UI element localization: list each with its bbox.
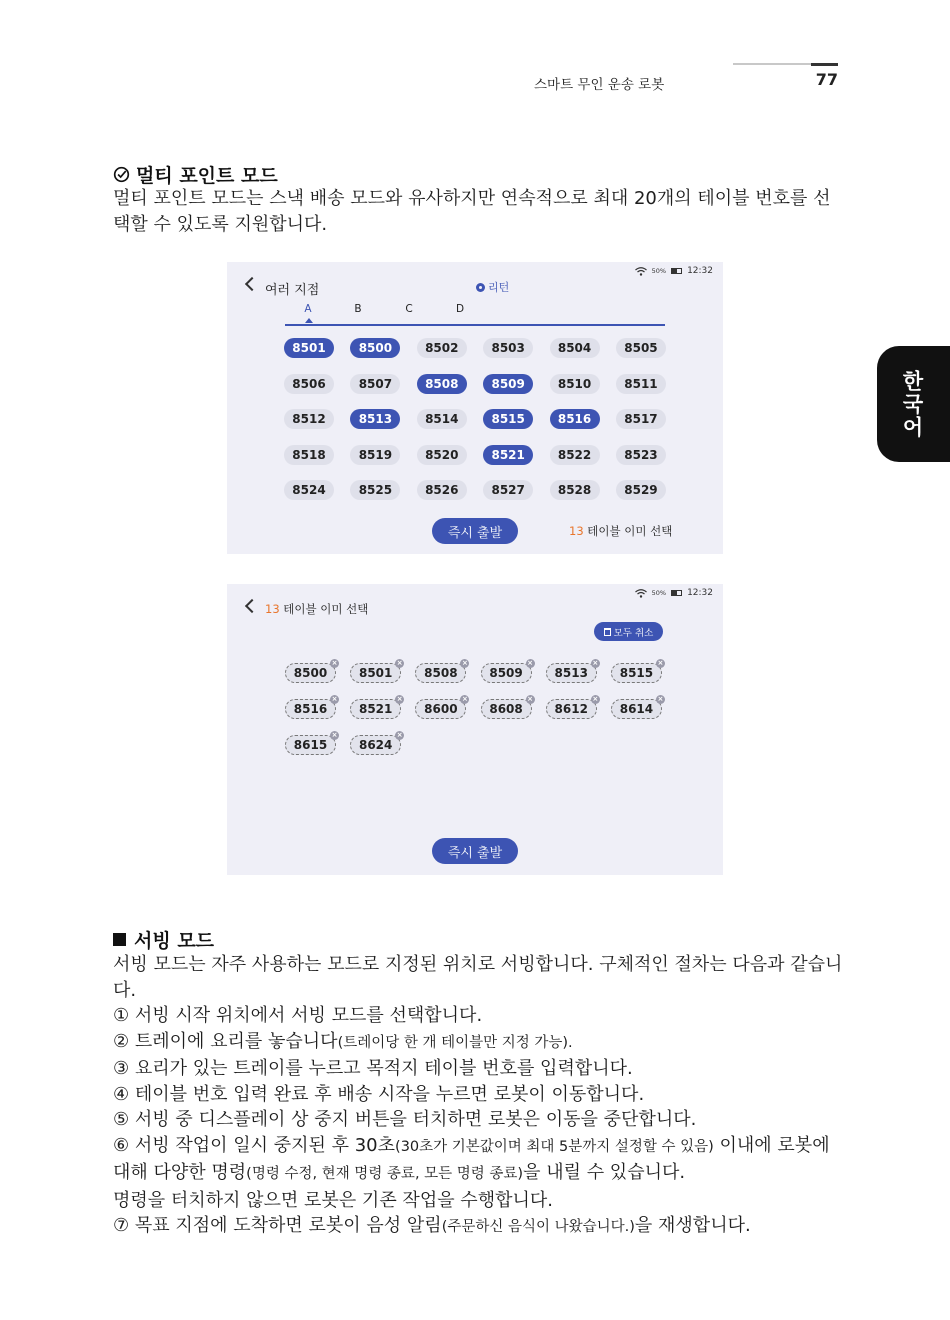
remove-icon[interactable]: × bbox=[657, 659, 664, 667]
battery-percent: 50% bbox=[651, 589, 667, 597]
battery-icon bbox=[671, 268, 682, 274]
step-2-text: ② 트레이에 요리를 놓습니다 bbox=[113, 1030, 338, 1052]
clear-all-button[interactable] bbox=[594, 622, 663, 641]
remove-icon[interactable]: × bbox=[396, 731, 403, 739]
table-chip[interactable]: 8501 bbox=[284, 338, 334, 358]
remove-icon[interactable]: × bbox=[396, 695, 403, 703]
selected-table-chip[interactable] bbox=[481, 659, 533, 683]
remove-icon[interactable]: × bbox=[592, 659, 599, 667]
active-tab-marker bbox=[305, 318, 313, 323]
remove-icon[interactable]: × bbox=[592, 695, 599, 703]
serving-step-6 bbox=[113, 1133, 843, 1188]
table-chip[interactable]: 8511 bbox=[616, 374, 666, 394]
remove-icon[interactable]: × bbox=[331, 731, 338, 739]
selected-table-chip[interactable] bbox=[285, 659, 338, 683]
serving-step-7 bbox=[113, 1213, 843, 1241]
table-chip[interactable]: 8521 bbox=[483, 445, 533, 465]
serving-step-6-continued: 명령을 터치하지 않으면 로봇은 기존 작업을 수행합니다. bbox=[113, 1189, 553, 1211]
selected-table-number: 8612 bbox=[554, 702, 588, 716]
wifi-icon bbox=[635, 589, 647, 598]
step-6-text-c: 을 내릴 수 있습니다. bbox=[523, 1162, 686, 1183]
table-chip[interactable]: 8518 bbox=[284, 445, 334, 465]
table-chip[interactable]: 8522 bbox=[550, 445, 600, 465]
multi-point-heading-text: 멀티 포인트 모드 bbox=[136, 165, 278, 187]
remove-icon[interactable]: × bbox=[461, 659, 468, 667]
header-rule bbox=[733, 63, 811, 65]
trash-icon bbox=[604, 628, 611, 636]
selection-text: 테이블 이미 선택 bbox=[587, 524, 673, 538]
table-chip[interactable]: 8504 bbox=[550, 338, 600, 358]
table-chip[interactable]: 8528 bbox=[550, 480, 600, 500]
depart-now-button[interactable]: 즉시 출발 bbox=[432, 838, 518, 864]
table-chip[interactable]: 8514 bbox=[417, 409, 467, 429]
table-chip[interactable]: 8516 bbox=[550, 409, 600, 429]
selected-table-chip[interactable] bbox=[350, 731, 403, 755]
serving-step-1: ① 서빙 시작 위치에서 서빙 모드를 선택합니다. bbox=[113, 1005, 483, 1026]
selected-table-chip[interactable] bbox=[350, 659, 403, 683]
selected-table-chip[interactable] bbox=[285, 695, 338, 719]
back-arrow-icon[interactable] bbox=[245, 599, 259, 613]
step-7-note: (주문하신 음식이 나왔습니다.) bbox=[441, 1219, 635, 1235]
serving-step-5: ⑤ 서빙 중 디스플레이 상 중지 버튼을 터치하면 로봇은 이동을 중단합니다. bbox=[113, 1109, 697, 1130]
table-chip[interactable]: 8513 bbox=[350, 409, 400, 429]
selected-table-chip[interactable] bbox=[611, 695, 664, 719]
area-tabs bbox=[285, 302, 665, 326]
selected-count: 13 bbox=[265, 602, 280, 616]
selection-count: 13 bbox=[569, 524, 584, 538]
serving-step-3: ③ 요리가 있는 트레이를 누르고 목적지 테이블 번호를 입력합니다. bbox=[113, 1058, 633, 1079]
remove-icon[interactable]: × bbox=[396, 659, 403, 667]
selected-table-number: 8501 bbox=[358, 666, 393, 680]
screen-title bbox=[265, 601, 368, 617]
depart-now-button[interactable]: 즉시 출발 bbox=[432, 518, 518, 544]
selected-table-chip[interactable] bbox=[546, 695, 599, 719]
remove-icon[interactable]: × bbox=[657, 695, 664, 703]
table-chip[interactable]: 8510 bbox=[550, 374, 600, 394]
table-chip[interactable]: 8520 bbox=[417, 445, 467, 465]
header-title: 스마트 무인 운송 로봇 bbox=[534, 77, 665, 93]
serving-heading-text: 서빙 모드 bbox=[134, 930, 215, 952]
step-6-note-2: (명령 수정, 현재 명령 종료, 모든 명령 종료) bbox=[246, 1166, 524, 1182]
tab-a[interactable]: A bbox=[304, 303, 312, 315]
status-bar bbox=[635, 266, 713, 276]
table-chip[interactable]: 8509 bbox=[483, 374, 533, 394]
step-7-text-a: ⑦ 목표 지점에 도착하면 로봇이 음성 알림 bbox=[113, 1215, 442, 1236]
table-chip[interactable]: 8512 bbox=[284, 409, 334, 429]
step-6-text-a: ⑥ 서빙 작업이 일시 중지된 후 30초 bbox=[113, 1134, 396, 1156]
clear-all-label: 모두 취소 bbox=[613, 627, 654, 639]
return-icon bbox=[476, 283, 485, 292]
return-label: 리턴 bbox=[488, 281, 510, 294]
battery-icon bbox=[671, 590, 682, 596]
table-chip[interactable]: 8526 bbox=[417, 480, 467, 500]
table-chip[interactable]: 8502 bbox=[417, 338, 467, 358]
screen-title: 여러 지점 bbox=[265, 283, 320, 298]
selected-table-number: 8614 bbox=[619, 702, 654, 716]
serving-heading bbox=[113, 926, 214, 953]
selected-table-chip[interactable] bbox=[481, 695, 533, 719]
selected-table-number: 8513 bbox=[554, 666, 588, 680]
remove-icon[interactable]: × bbox=[461, 695, 468, 703]
selected-table-chip[interactable] bbox=[546, 659, 599, 683]
wifi-icon bbox=[635, 267, 647, 276]
language-tab-label: 한국어 bbox=[900, 370, 924, 439]
serving-body bbox=[113, 952, 843, 1241]
selected-table-grid bbox=[285, 659, 664, 755]
multi-point-description: 멀티 포인트 모드는 스낵 배송 모드와 유사하지만 연속적으로 최대 20개의 테이블 번호를 선택할 수 있도록 지원합니다. bbox=[113, 188, 831, 235]
table-chip[interactable]: 8517 bbox=[616, 409, 666, 429]
selected-table-number: 8515 bbox=[619, 666, 654, 680]
selected-table-number: 8500 bbox=[293, 666, 328, 680]
step-7-text-b: 을 재생합니다. bbox=[634, 1215, 751, 1236]
clock: 12:32 bbox=[687, 588, 713, 598]
table-grid bbox=[284, 338, 666, 500]
table-chip[interactable]: 8503 bbox=[483, 338, 533, 358]
table-chip[interactable]: 8525 bbox=[350, 480, 400, 500]
serving-step-2 bbox=[113, 1029, 843, 1057]
table-chip[interactable]: 8506 bbox=[284, 374, 334, 394]
selected-table-number: 8509 bbox=[489, 666, 523, 680]
remove-icon[interactable]: × bbox=[331, 695, 338, 703]
clock: 12:32 bbox=[687, 266, 713, 276]
return-button[interactable] bbox=[476, 279, 509, 295]
check-circle-icon bbox=[113, 166, 130, 183]
selected-table-chip[interactable] bbox=[285, 731, 338, 755]
serving-intro: 서빙 모드는 자주 사용하는 모드로 지정된 위치로 서빙합니다. 구체적인 절차는 다음과 같습니다. bbox=[113, 954, 843, 1001]
table-chip[interactable]: 8507 bbox=[350, 374, 400, 394]
table-chip[interactable]: 8508 bbox=[417, 374, 467, 394]
selected-table-chip[interactable] bbox=[350, 695, 403, 719]
remove-icon[interactable]: × bbox=[527, 659, 533, 667]
serving-step-4: ④ 테이블 번호 입력 완료 후 배송 시작을 누르면 로봇이 이동합니다. bbox=[113, 1083, 645, 1105]
selected-table-number: 8615 bbox=[293, 738, 328, 752]
selected-table-number: 8624 bbox=[358, 738, 393, 752]
table-chip[interactable]: 8500 bbox=[350, 338, 400, 358]
remove-icon[interactable]: × bbox=[527, 695, 533, 703]
multi-point-screen bbox=[227, 262, 723, 554]
status-bar bbox=[635, 588, 713, 598]
tab-c[interactable]: C bbox=[405, 303, 413, 315]
step-2-note: (트레이당 한 개 테이블만 지정 가능). bbox=[337, 1034, 573, 1051]
remove-icon[interactable]: × bbox=[331, 659, 338, 667]
step-6-text-b: 이내에 로봇에 대해 다양한 명령 bbox=[113, 1134, 830, 1183]
table-chip[interactable]: 8519 bbox=[350, 445, 400, 465]
selected-table-chip[interactable] bbox=[415, 695, 468, 719]
selected-table-number: 8516 bbox=[293, 702, 328, 716]
table-chip[interactable]: 8505 bbox=[616, 338, 666, 358]
square-bullet-icon bbox=[113, 933, 126, 946]
header-rule-accent bbox=[811, 63, 838, 66]
selected-title: 테이블 이미 선택 bbox=[283, 602, 369, 616]
page-number: 77 bbox=[815, 70, 838, 89]
selected-table-chip[interactable] bbox=[611, 659, 664, 683]
tab-d[interactable]: D bbox=[455, 303, 465, 315]
table-chip[interactable]: 8515 bbox=[483, 409, 533, 429]
language-tab bbox=[877, 346, 950, 462]
selected-tables-screen bbox=[227, 584, 723, 875]
tab-b[interactable]: B bbox=[354, 303, 362, 315]
table-chip[interactable]: 8523 bbox=[616, 445, 666, 465]
table-chip[interactable]: 8529 bbox=[616, 480, 666, 500]
selected-table-number: 8608 bbox=[489, 702, 523, 716]
table-chip[interactable]: 8527 bbox=[483, 480, 533, 500]
step-6-note-1: (30초가 기본값이며 최대 5분까지 설정할 수 있음) bbox=[395, 1138, 714, 1155]
back-arrow-icon[interactable] bbox=[245, 277, 259, 291]
selected-table-number: 8508 bbox=[424, 666, 458, 680]
selected-table-number: 8521 bbox=[358, 702, 393, 716]
selection-summary bbox=[569, 523, 672, 539]
selected-table-number: 8600 bbox=[424, 702, 458, 716]
battery-percent: 50% bbox=[651, 267, 667, 275]
table-chip[interactable]: 8524 bbox=[284, 480, 334, 500]
multi-point-heading bbox=[113, 161, 278, 188]
selected-table-chip[interactable] bbox=[415, 659, 468, 683]
